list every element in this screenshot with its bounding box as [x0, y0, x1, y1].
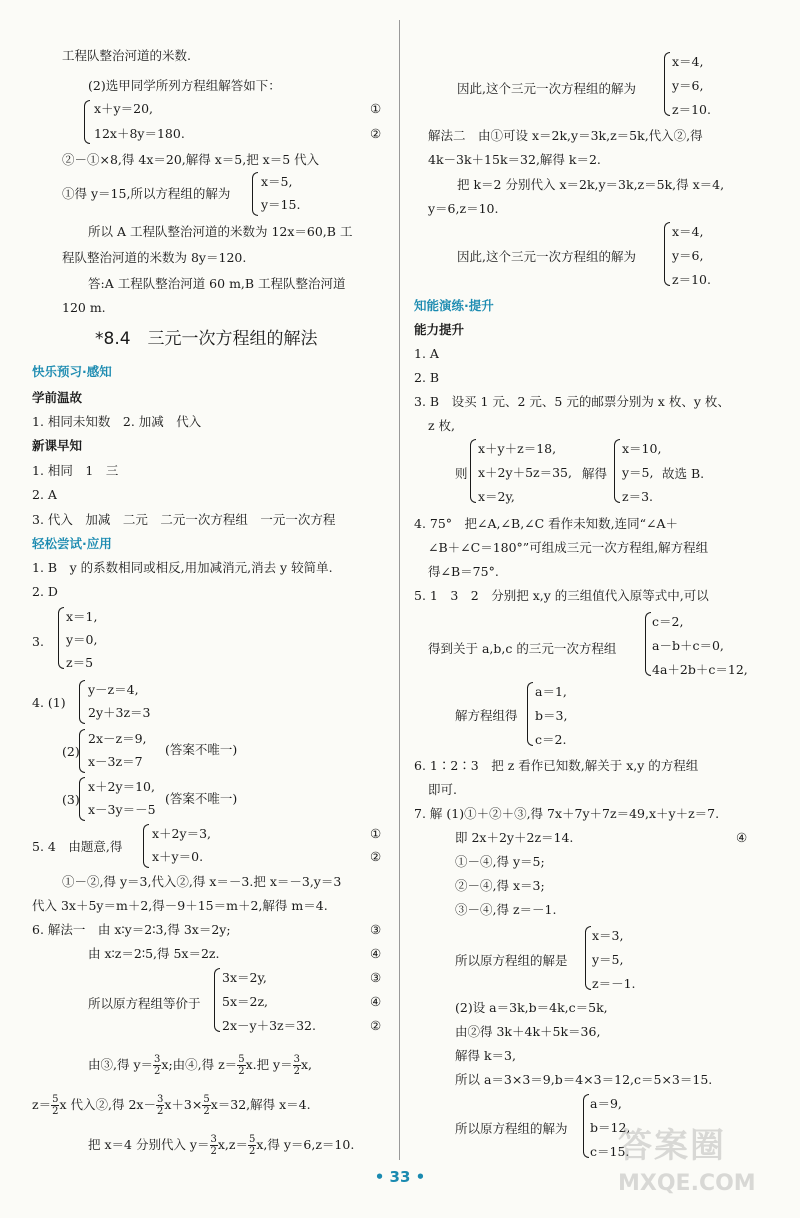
text-line: 所以原方程组的解是 — [455, 953, 568, 968]
eq-label: ② — [370, 126, 382, 141]
equation: a＝9, — [590, 1096, 622, 1111]
brace — [84, 100, 90, 144]
equation: z＝－1. — [592, 976, 636, 991]
equation: b＝3, — [535, 708, 568, 723]
answer-line: 7. 解 (1)①＋②＋③,得 7x＋7y＋7z＝49,x＋y＋z＝7. — [414, 806, 720, 821]
text-line: 得到关于 a,b,c 的三元一次方程组 — [428, 641, 617, 656]
note: (答案不唯一) — [165, 791, 238, 806]
equation: a＝1, — [535, 684, 567, 699]
equation: x＝10, — [622, 441, 662, 456]
text-line: 即可. — [428, 782, 457, 797]
answer-number: 3. — [32, 634, 44, 649]
eq-label: ③ — [370, 970, 382, 985]
equation: c＝2. — [535, 732, 567, 747]
text-line: ∠B＋∠C＝180°”可组成三元一次方程组,解方程组 — [428, 540, 709, 555]
text-line: 由 x∶z＝2∶5,得 5x＝2z. — [88, 946, 220, 961]
text-line: 由③,得 y＝ $\frac{3}{2}$ x;由④,得 z＝ $\frac{5}{2}$ x.把 y＝ $\frac{3}{2}$ x, — [88, 1054, 313, 1077]
text-line: 则 — [455, 466, 468, 481]
text-line: ②－④,得 x＝3; — [455, 878, 545, 893]
answer-line: 4. 75° 把∠A,∠B,∠C 看作未知数,连同“∠A＋ — [414, 516, 679, 531]
equation: y＝5, — [592, 952, 624, 967]
text-line: 代入 3x＋5y＝m＋2,得－9＋15＝m＋2,解得 m＝4. — [32, 898, 328, 913]
equation: 2y＋3z＝3 — [88, 705, 151, 720]
brace — [79, 680, 85, 724]
brace — [214, 968, 220, 1032]
equation: x－3z＝7 — [88, 754, 143, 769]
answer-line: 2. A — [32, 487, 57, 502]
text-line: ③－④,得 z＝－1. — [455, 902, 557, 917]
text-line: 解得 k＝3, — [455, 1048, 516, 1063]
text-line: (2)选甲同学所列方程组解答如下： — [88, 78, 281, 93]
answer-number: (3) — [62, 792, 80, 807]
text-line: 得∠B＝75°. — [428, 564, 499, 579]
text-line: 所以原方程组等价于 — [88, 996, 201, 1011]
equation: 4a＋2b＋c＝12, — [652, 662, 748, 677]
section-title: *8.4 三元一次方程组的解法 — [95, 329, 318, 349]
page-number: • 33 • — [374, 1168, 426, 1186]
equation: b＝12, — [590, 1120, 631, 1135]
text-line: 即 2x＋2y＋2z＝14. — [455, 830, 574, 845]
equation: y－z＝4, — [88, 682, 139, 697]
brace — [645, 612, 651, 676]
text-line: 程队整治河道的米数为 8y＝120. — [62, 250, 247, 265]
equation: x－3y＝－5 — [88, 802, 156, 817]
answer-line: 1. 相同 1 三 — [32, 463, 119, 478]
text-line: ①得 y＝15,所以方程组的解为 — [62, 186, 231, 201]
equation: x＋y＝0. — [152, 849, 204, 864]
equation: x＝2y, — [478, 489, 515, 504]
equation: y＝6, — [672, 78, 704, 93]
watermark-logo: 答案圈 MXQE.COM — [618, 1126, 756, 1196]
equation: x＋y＝20, — [94, 101, 153, 116]
equation: 12x＋8y＝180. — [94, 126, 185, 141]
answer-line: 5. 4 由题意,得 — [32, 839, 123, 854]
brace — [585, 926, 591, 990]
equation: x＝4, — [672, 224, 704, 239]
subsection-header: 能力提升 — [414, 322, 465, 337]
brace — [79, 777, 85, 821]
subsection-header: 新课早知 — [32, 438, 83, 453]
equation: x＝4, — [672, 54, 704, 69]
equation: x＋2y＋5z＝35, — [478, 465, 572, 480]
equation: z＝5 — [66, 655, 94, 670]
text-line: 把 k＝2 分别代入 x＝2k,y＝3k,z＝5k,得 x＝4, — [457, 177, 725, 192]
brace — [527, 682, 533, 746]
text-line: 故选 B. — [662, 466, 705, 481]
answer-line: 2. D — [32, 584, 58, 599]
eq-label: ① — [370, 101, 382, 116]
answer-line: 3. 代入 加减 二元 二元一次方程组 一元一次方程 — [32, 512, 336, 527]
text-line: ②－①×8,得 4x＝20,解得 x＝5,把 x＝5 代入 — [62, 152, 320, 167]
equation: c＝2, — [652, 614, 684, 629]
text-line: ①－④,得 y＝5; — [455, 854, 545, 869]
equation: x＝1, — [66, 609, 98, 624]
equation: y＝15. — [261, 197, 301, 212]
text-line: 把 x＝4 分别代入 y＝ $\frac{3}{2}$ x,z＝ $\frac{5}{2}$ x,得 y＝6,z＝10. — [88, 1134, 355, 1157]
text-line: 4k－3k＋15k＝32,解得 k＝2. — [428, 152, 601, 167]
equation: y＝6, — [672, 248, 704, 263]
brace — [58, 607, 64, 669]
eq-label: ② — [370, 1018, 382, 1033]
equation: x＋2y＝3, — [152, 826, 211, 841]
equation: z＝10. — [672, 102, 711, 117]
text-line: 6. 解法一 由 x∶y＝2∶3,得 3x＝2y; — [32, 922, 231, 937]
brace — [614, 439, 620, 503]
equation: a－b＋c＝0, — [652, 638, 724, 653]
eq-label: ④ — [736, 830, 748, 845]
text-line: 由②得 3k＋4k＋5k＝36, — [455, 1024, 601, 1039]
equation: y＝0, — [66, 632, 98, 647]
brace — [143, 824, 149, 868]
eq-label: ③ — [370, 922, 382, 937]
subsection-header: 学前温故 — [32, 390, 83, 405]
eq-label: ② — [370, 849, 382, 864]
section-header: 轻松尝试·应用 — [32, 536, 112, 551]
text-line: z 枚, — [428, 418, 456, 433]
text-line: 解法二 由①可设 x＝2k,y＝3k,z＝5k,代入②,得 — [428, 128, 703, 143]
equation: c＝15. — [590, 1144, 630, 1159]
note: (答案不唯一) — [165, 742, 238, 757]
text-line: 所以 A 工程队整治河道的米数为 12x＝60,B 工 — [88, 224, 353, 239]
answer-number: 4. (1) — [32, 695, 66, 710]
text-line: 答:A 工程队整治河道 60 m,B 工程队整治河道 — [88, 276, 346, 291]
equation: x＋y＋z＝18, — [478, 441, 557, 456]
text-line: 解方程组得 — [455, 708, 518, 723]
text-line: (2)设 a＝3k,b＝4k,c＝5k, — [455, 1000, 608, 1015]
eq-label: ④ — [370, 994, 382, 1009]
answer-line: 2. B — [414, 370, 440, 385]
text-line: 因此,这个三元一次方程组的解为 — [457, 81, 636, 96]
brace — [470, 439, 476, 503]
answer-line: 6. 1∶2∶3 把 z 看作已知数,解关于 x,y 的方程组 — [414, 758, 699, 773]
eq-label: ① — [370, 826, 382, 841]
brace — [664, 222, 670, 286]
section-header: 快乐预习·感知 — [32, 364, 112, 379]
text-line: 所以 a＝3×3＝9,b＝4×3＝12,c＝5×3＝15. — [455, 1072, 713, 1087]
answer-line: 3. B 设买 1 元、2 元、5 元的邮票分别为 x 枚、y 枚、 — [414, 394, 730, 409]
text-line: z＝ $\frac{5}{2}$ x 代入②,得 2x－ $\frac{3}{2}$ x＋3× $\frac{5}{2}$ x＝32,解得 x＝4. — [32, 1094, 311, 1117]
answer-line: 1. A — [414, 346, 439, 361]
equation: x＝5, — [261, 174, 293, 189]
answer-number: (2) — [62, 744, 80, 759]
eq-label: ④ — [370, 946, 382, 961]
column-divider — [399, 20, 400, 1160]
text-line: ①－②,得 y＝3,代入②,得 x＝－3.把 x＝－3,y＝3 — [62, 874, 342, 889]
equation: z＝10. — [672, 272, 711, 287]
text-line: 120 m. — [62, 300, 106, 315]
equation: y＝5, — [622, 465, 654, 480]
brace — [664, 52, 670, 116]
equation: z＝3. — [622, 489, 654, 504]
equation: 2x－y＋3z＝32. — [222, 1018, 316, 1033]
equation: 2x－z＝9, — [88, 731, 147, 746]
section-header: 知能演练·提升 — [414, 298, 494, 313]
equation: 3x＝2y, — [222, 970, 267, 985]
brace — [583, 1094, 589, 1158]
equation: 5x＝2z, — [222, 994, 269, 1009]
brace — [79, 729, 85, 773]
answer-line: 5. 1 3 2 分别把 x,y 的三组值代入原等式中,可以 — [414, 588, 709, 603]
text-line: 因此,这个三元一次方程组的解为 — [457, 249, 636, 264]
text-line: y＝6,z＝10. — [428, 201, 499, 216]
answer-line: 1. B y 的系数相同或相反,用加减消元,消去 y 较简单. — [32, 560, 333, 575]
brace — [252, 172, 258, 216]
equation: x＋2y＝10, — [88, 779, 155, 794]
text-line: 工程队整治河道的米数. — [62, 48, 191, 63]
equation: x＝3, — [592, 928, 624, 943]
answer-line: 1. 相同未知数 2. 加减 代入 — [32, 414, 202, 429]
text-line: 所以原方程组的解为 — [455, 1121, 568, 1136]
text-line: 解得 — [582, 466, 608, 481]
